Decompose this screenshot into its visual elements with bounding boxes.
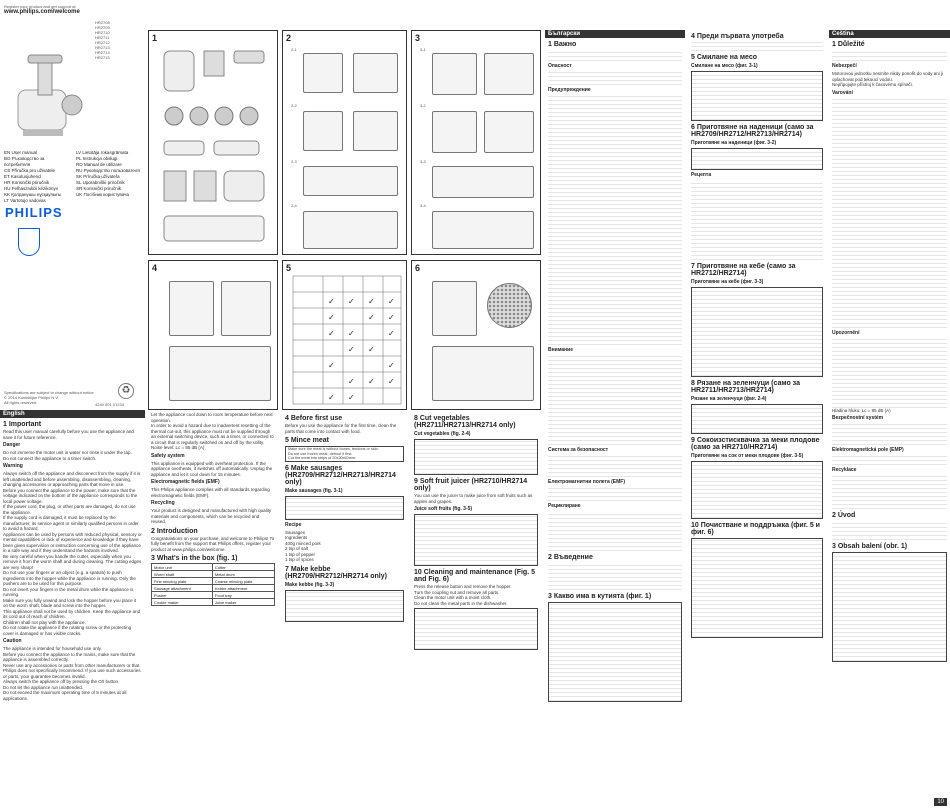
safety-text: This appliance is equipped with overheat protection. If the appliance overheats, it switches off automatically. Unplug the appliance and let it cool down for 15 minutes. (151, 460, 273, 477)
svg-text:✓: ✓ (368, 297, 375, 306)
language-list (4, 150, 144, 204)
table-row (152, 578, 275, 585)
step-label: 2-2 (291, 103, 297, 108)
lang-header-bg: Български (545, 30, 685, 38)
step-illustration (169, 281, 214, 336)
recipe-item: Sausages (285, 529, 306, 535)
fig-number: 5 (286, 263, 292, 273)
table-cell: Pusher (152, 592, 213, 599)
emf-heading: Electromagnetic fields (EMF) (151, 479, 220, 485)
recycling-heading: Recycling (151, 500, 175, 506)
important-intro: Read this user manual carefully before you use the appliance and save it for future reference. (3, 429, 134, 440)
step-illustration (303, 166, 398, 196)
warning-item: If the supply cord is damaged, it must be replaced by the manufacturer, its service agent or similarly qualified persons in order to avoid a hazard. (3, 515, 139, 531)
danger-item-cs: Nepřipojujte přístroj k časovému spínači. (832, 82, 914, 87)
model-list (95, 20, 145, 60)
svg-text:✓: ✓ (388, 313, 395, 322)
step-illustration (353, 111, 398, 151)
recipe-item: 400g minced pork (285, 540, 321, 546)
recipe-item: 2 tsp of salt (285, 546, 309, 552)
danger-item: Do not connect the appliance to a timer switch. (3, 455, 97, 461)
recipe-item: Ingredients (285, 535, 308, 541)
mince-sub-bg: Смилане на месо (фиг. 3-1) (691, 63, 758, 69)
english-col-2 (148, 410, 278, 812)
table-cell: Worm shaft (152, 571, 213, 578)
cleaning-item: Turn the coupling nut and remove all parts. (414, 589, 500, 595)
table-row (152, 592, 275, 599)
tip-box (285, 446, 404, 462)
section-mince-meat: 5 Mince meat (285, 437, 329, 444)
cut-veg-sub: Cut vegetables (fig. 2-4) (414, 431, 471, 437)
svg-text:✓: ✓ (368, 345, 375, 354)
copyright: © 2014 Koninklijke Philips N.V. (4, 395, 59, 400)
step-label: 2-1 (291, 47, 297, 52)
tip-placeholder (415, 440, 537, 474)
svg-text:✓: ✓ (388, 297, 395, 306)
tip-box (414, 608, 538, 650)
box-table-bg (548, 602, 682, 702)
tip-box (691, 287, 823, 377)
model-item: HR2712 (95, 40, 110, 45)
danger-heading-bg: Опасност (548, 63, 572, 69)
czech-col (829, 30, 950, 812)
cover-column (0, 0, 145, 812)
spec-notice: Specifications are subject to change without notice (4, 390, 94, 395)
fig-number: 1 (152, 33, 158, 43)
section-cleaning: 10 Cleaning and maintenance (Fig. 5 and Fig. 6) (414, 569, 535, 583)
section-introduction-bg: 2 Въведение (548, 554, 593, 561)
table-cell: Cutter (212, 564, 274, 571)
model-item: HR2710 (95, 30, 110, 35)
kebbe-sub-bg: Приготвяне на кебе (фиг. 3-3) (691, 279, 764, 285)
lang-item: LV Lietotāja rokasgrāmata (76, 150, 129, 155)
caution-item: Do not let the appliance run unattended. (3, 684, 84, 690)
caution-heading: Caution (3, 638, 22, 644)
model-item: HR2713 (95, 45, 110, 50)
text-block (832, 98, 947, 328)
caution-cont-item: Let the appliance cool down to room temperature before next operation. (151, 412, 273, 423)
english-col-4 (411, 410, 541, 812)
emf-heading-bg: Електромагнитни полета (EMF) (548, 479, 626, 485)
model-item: HR2714 (95, 50, 110, 55)
fig-number: 4 (152, 263, 158, 273)
fig-number: 2 (286, 33, 292, 43)
product-code: 4240 001 01234 (95, 402, 124, 407)
lang-item: LT Vartotojo vadovas (4, 198, 46, 203)
step-label: 2-3 (291, 159, 297, 164)
warning-heading-bg: Предупреждение (548, 87, 591, 93)
page-number: 10 (934, 798, 947, 806)
lang-item: ET Kasutusjuhend (4, 174, 41, 179)
tip-box (691, 71, 823, 121)
table-cell: Motor unit (152, 564, 213, 571)
figure-4-panel (148, 260, 278, 410)
warning-item: Do not insert your fingers in the metal drum while the appliance is running. (3, 586, 134, 597)
section-juicer: 9 Soft fruit juicer (HR2710/HR2714 only) (414, 478, 528, 492)
lang-item: RO Manual de utilizare (76, 162, 122, 167)
cleaning-item: Clean the motor unit with a moist cloth. (414, 595, 492, 600)
svg-text:✓: ✓ (328, 297, 335, 306)
text-block (691, 41, 823, 51)
section-mince-bg: 5 Смилане на месо (691, 54, 757, 61)
text-block (548, 487, 682, 501)
recipe-item: 1 tsp of spices (285, 557, 314, 563)
bulgarian-col-1 (545, 30, 685, 812)
step-label: 3-1 (420, 47, 426, 52)
safety-heading-bg: Система за безопасност (548, 447, 609, 453)
warning-item: Do not rotate the appliance if the rotating screw or the protecting cover is damaged or has visible cracks. (3, 625, 132, 636)
fig-number: 3 (415, 33, 421, 43)
text-block (832, 338, 947, 408)
tip-placeholder (415, 609, 537, 649)
svg-text:✓: ✓ (328, 361, 335, 370)
model-item: HR2709 (95, 25, 110, 30)
figure-5-panel (282, 260, 407, 410)
lang-item: HR Korisnički priručnik (4, 180, 50, 185)
step-label: 3-4 (420, 203, 426, 208)
emf-text: This Philips appliance complies with all standards regarding electromagnetic fields (EMF). (151, 487, 270, 498)
caution-item: Never use any accessories or parts from other manufacturers or that Philips does not specifically recommend. If you use such accessories or parts, your guarantee becomes invalid. (3, 662, 141, 679)
tip-line: Do not use frozen meat, defrost it first. (288, 451, 353, 456)
english-col-3 (282, 410, 407, 812)
model-item: HR2715 (95, 55, 110, 60)
warning-item: Children shall not play with the appliance. (3, 619, 86, 625)
table-cell: Kebbe attachment (212, 585, 274, 592)
text-block (832, 475, 947, 509)
danger-item: Do not immerse the motor unit in water nor rinse it under the tap. (3, 450, 132, 455)
cleaning-item: Do not clean the metal parts in the dishwasher. (414, 600, 508, 606)
philips-shield-icon (18, 228, 40, 256)
recycling-heading-cs: Recyklace (832, 467, 857, 473)
welcome-url[interactable]: www.philips.com/welcome (4, 9, 80, 15)
tip-box (691, 538, 823, 638)
recipe-heading-bg: Рецепта (691, 172, 712, 178)
danger-heading: Danger (3, 442, 21, 448)
text-block (832, 455, 947, 465)
text-block (832, 49, 947, 61)
table-cell: Metal drum (212, 571, 274, 578)
step-label: 3-2 (420, 103, 426, 108)
safety-heading-cs: Bezpečnostní systém (832, 415, 884, 421)
section-before-first-use: 4 Before first use (285, 415, 343, 422)
tip-placeholder (286, 497, 403, 519)
svg-text:✓: ✓ (348, 393, 355, 402)
tip-placeholder (415, 515, 537, 565)
warning-item: This appliance shall not be used by children. Keep the appliance and its cord out of reach of children. (3, 608, 141, 619)
bulgarian-col-2 (688, 30, 826, 812)
section-whats-in-box: 3 What's in the box (fig. 1) (151, 555, 238, 562)
safety-heading: Safety system (151, 452, 185, 459)
register-text: Register your product and get support at (4, 4, 76, 9)
caution-heading-bg: Внимание (548, 347, 573, 353)
recycling-heading-bg: Рециклиране (548, 503, 581, 509)
whats-in-box-table (151, 563, 275, 606)
tip-box (414, 514, 538, 566)
caution-cont-item: Noise level: Lc = 85 dB (A) (151, 445, 205, 450)
step-illustration (432, 281, 477, 336)
fig-number: 6 (415, 263, 421, 273)
section-intro-cs: 2 Úvod (832, 512, 856, 519)
box-table-cs (832, 552, 947, 662)
tip-box (285, 590, 404, 622)
model-item: HR2711 (95, 35, 110, 40)
lang-item: RU Руководство пользователя (76, 168, 140, 173)
before-use-text: Before you use the appliance for the first time, clean the parts that come into contact with food. (285, 423, 397, 434)
text-block (548, 455, 682, 477)
lang-header-en: English (0, 410, 145, 418)
svg-text:✓: ✓ (388, 361, 395, 370)
step-illustration (353, 53, 398, 93)
step-illustration (432, 166, 534, 198)
step-label: 2-4 (291, 203, 297, 208)
step-illustration (432, 111, 477, 153)
tip-box (414, 439, 538, 475)
warning-item: If the power cord, the plug, or other parts are damaged, do not use the appliance. (3, 504, 136, 515)
step-illustration (432, 53, 477, 95)
caution-cont-item: In order to avoid a hazard due to inadvertent resetting of the thermal cut-out, this appliance must not be supplied through an external switching device, such as a timer, or connected to a circuit that is regularly switched on and off by the utility. (151, 423, 274, 445)
recipe-heading: Recipe (285, 521, 302, 528)
danger-item-cs: Motorovou jednotku nesmíte nikdy ponořit do vody ani ji oplachovat pod tekoucí vodou. (832, 71, 944, 82)
svg-text:✓: ✓ (328, 329, 335, 338)
step-illustration (221, 281, 271, 336)
section-make-sausages: 6 Make sausages (HR2709/HR2712/HR2713/HR2714 only) (285, 464, 396, 486)
warning-item: Make sure you fully unwind and lock the hopper before you place it on the worm shaft, blade and screw into the hopper. (3, 597, 137, 608)
sausages-sub: Make sausages (fig. 3-1) (285, 487, 343, 494)
table-row (152, 585, 275, 592)
lang-item: PL Instrukcja obsługi (76, 156, 118, 161)
step-illustration (303, 211, 398, 249)
text-block (548, 355, 682, 445)
lang-item: CS Příručka pro uživatele (4, 168, 56, 173)
warning-item: Be very careful when you handle the cutter, especially when you remove it from the worm shaft and during cleaning. The cutting edges are very sharp! (3, 553, 142, 570)
tip-box (691, 461, 823, 519)
table-cell: Sausage attachment (152, 585, 213, 592)
text-block (548, 562, 682, 590)
table-row (152, 599, 275, 606)
recipe-item: 1 tsp of pepper (285, 551, 316, 557)
meat-grinder-image (8, 50, 88, 140)
svg-text:✓: ✓ (348, 329, 355, 338)
lang-item: HU Felhasználói kézikönyv (4, 186, 59, 191)
lang-header-cs: Čeština (829, 30, 950, 38)
figure-6-panel (411, 260, 541, 410)
text-block (548, 95, 682, 345)
rights: All rights reserved. (4, 400, 38, 405)
lang-item: SR Korisnički priručnik (76, 186, 122, 191)
svg-text:✓: ✓ (348, 345, 355, 354)
svg-text:✓: ✓ (368, 313, 375, 322)
step-label: 3-3 (420, 159, 426, 164)
warning-item: Appliances can be used by persons with reduced physical, sensory or mental capabilities or lack of experience and knowledge if they have been given supervision or instruction concerning use of the appliance in a safe way and if they understand the hazards involved. (3, 531, 142, 553)
text-block (832, 520, 947, 540)
tip-box (691, 404, 823, 434)
tip-line: Make sure the meat is without bones, tendons or skin. (288, 447, 379, 451)
section-sausage-bg: 6 Приготвяне на наденици (само за HR2709/HR2712/HR2713/HR2714) (691, 124, 814, 138)
caution-item: Do not exceed the maximum operating time of 5 minutes at all applications. (3, 690, 127, 701)
step-illustration (303, 111, 343, 151)
warning-heading-cs: Varování (832, 89, 853, 96)
table-cell: Fine mincing plate (152, 578, 213, 585)
section-important-cs: 1 Důležité (832, 41, 865, 48)
step-illustration (169, 346, 271, 401)
svg-text:✓: ✓ (388, 329, 395, 338)
english-section (0, 410, 145, 701)
lang-item: KK Қолданушы нұсқаулығы (4, 192, 62, 197)
juicer-text: You can use the juicer to make juice from soft fruits such as apples and grapes. (414, 493, 533, 504)
lang-item: BG Ръководство за потребителя (4, 156, 45, 167)
step-illustration (432, 211, 534, 249)
section-important-bg: 1 Важно (548, 41, 577, 48)
section-vegetables-bg: 8 Рязане на зеленчуци (само за HR2711/HR2713/HR2714) (691, 380, 800, 394)
table-row (152, 571, 275, 578)
text-block (832, 423, 947, 445)
caution-heading-cs: Upozornění (832, 329, 860, 336)
svg-text:✓: ✓ (388, 377, 395, 386)
warning-heading: Warning (3, 463, 23, 469)
section-important: 1 Important (3, 421, 42, 428)
cleaning-item: Press the release button and remove the hopper. (414, 584, 512, 589)
section-kebbe-bg: 7 Приготвяне на кебе (само за HR2712/HR2714) (691, 263, 796, 277)
mincing-plate-image (487, 283, 532, 328)
svg-text:✓: ✓ (368, 377, 375, 386)
lang-item: UK Посібник користувача (76, 192, 130, 197)
section-box-bg: 3 Какво има в кутията (фиг. 1) (548, 593, 652, 600)
tip-box (285, 496, 404, 520)
step-illustration (432, 346, 534, 401)
tip-box (691, 148, 823, 170)
section-first-use-bg: 4 Преди първата употреба (691, 33, 784, 40)
juicer-sub-bg: Приготвяне на сок от меки плодове (фиг. 3-5) (691, 453, 804, 459)
text-block (548, 71, 682, 85)
danger-heading-cs: Nebezpečí (832, 63, 857, 69)
figure-3-panel (411, 30, 541, 255)
table-cell: Food tray (212, 592, 274, 599)
juicer-sub: Juice soft fruits (fig. 3-5) (414, 506, 473, 512)
parts-diagram (149, 31, 278, 255)
svg-text:✓: ✓ (328, 313, 335, 322)
emf-heading-cs: Elektromagnetická pole (EMP) (832, 447, 904, 453)
lang-item: SL Uporabniški priročnik (76, 180, 125, 185)
table-cell: Cookie maker (152, 599, 213, 606)
section-box-cs: 3 Obsah balení (obr. 1) (832, 543, 908, 550)
figure-2-panel (282, 30, 407, 255)
caution-item: Always switch the appliance off by pressing the O/I button. (3, 679, 120, 684)
section-juicer-bg: 9 Сокоизстисквачка за меки плодове (само за HR2710/HR2714) (691, 437, 820, 451)
table-row (152, 564, 275, 571)
kebbe-sub: Make kebbe (fig. 3-3) (285, 581, 335, 588)
svg-text:✓: ✓ (328, 393, 335, 402)
section-make-kebbe: 7 Make kebbe (HR2709/HR2712/HR2714 only) (285, 565, 387, 580)
step-illustration (484, 53, 534, 95)
philips-logo: PHILIPS (5, 205, 63, 220)
section-cut-vegetables: 8 Cut vegetables (HR2711/HR2713/HR2714 only) (414, 415, 516, 429)
table-cell: Coarse mincing plate (212, 578, 274, 585)
tip-placeholder (286, 591, 403, 621)
recycle-icon: ♻ (118, 383, 134, 399)
text-block (691, 180, 823, 260)
caution-item: The appliance is intended for household use only. (3, 646, 102, 651)
lang-item: SK Príručka užívateľa (76, 174, 120, 179)
svg-text:✓: ✓ (348, 377, 355, 386)
cover-header (4, 4, 144, 15)
recycling-text: Your product is designed and manufactured with high quality materials and components, which can be recycled and reused. (151, 508, 272, 524)
vegetables-sub-bg: Рязане на зеленчуци (фиг. 2-4) (691, 396, 767, 402)
text-block (548, 511, 682, 551)
noise-level-cs: Hladina hluku: Lc = 85 dB (A) (832, 407, 891, 413)
step-illustration (484, 111, 534, 153)
section-introduction: 2 Introduction (151, 527, 198, 535)
compatibility-grid (283, 261, 407, 410)
figure-1-panel (148, 30, 278, 255)
model-item: HR2708 (95, 20, 110, 25)
tip-line: Cut the meat into strips of 20x20x60mm. (288, 456, 357, 461)
text-block (548, 49, 682, 61)
table-cell: Juice maker (212, 599, 274, 606)
lang-item: EN User manual (4, 150, 38, 155)
caution-item: Before you connect the appliance to the mains, make sure that the appliance is assembled correctly. (3, 651, 136, 662)
warning-item: Always switch off the appliance and disconnect from the supply if it is left unattended and before assembling, disassembling, cleaning, changing accessories or approaching parts that move in use. (3, 471, 141, 487)
sausage-sub-bg: Приготвяне на наденици (фиг. 3-2) (691, 140, 777, 146)
warning-item: Before you connect the appliance to the power, make sure that the voltage indicated on the bottom of the appliance corresponds to the local power voltage. (3, 487, 138, 504)
intro-text: Congratulations on your purchase, and welcome to Philips! To fully benefit from the support that Philips offers, register your product at www.philips.com/welcome. (151, 535, 275, 552)
step-illustration (303, 53, 343, 93)
svg-text:✓: ✓ (348, 297, 355, 306)
section-cleaning-bg: 10 Почистване и поддръжка (фиг. 5 и фиг. 6) (691, 522, 820, 536)
warning-item: Do not use your fingers or an object (e.g. a spatula) to push ingredients into the hopper while the appliance is running. Only the pushers are to be used for this purpose. (3, 570, 136, 586)
